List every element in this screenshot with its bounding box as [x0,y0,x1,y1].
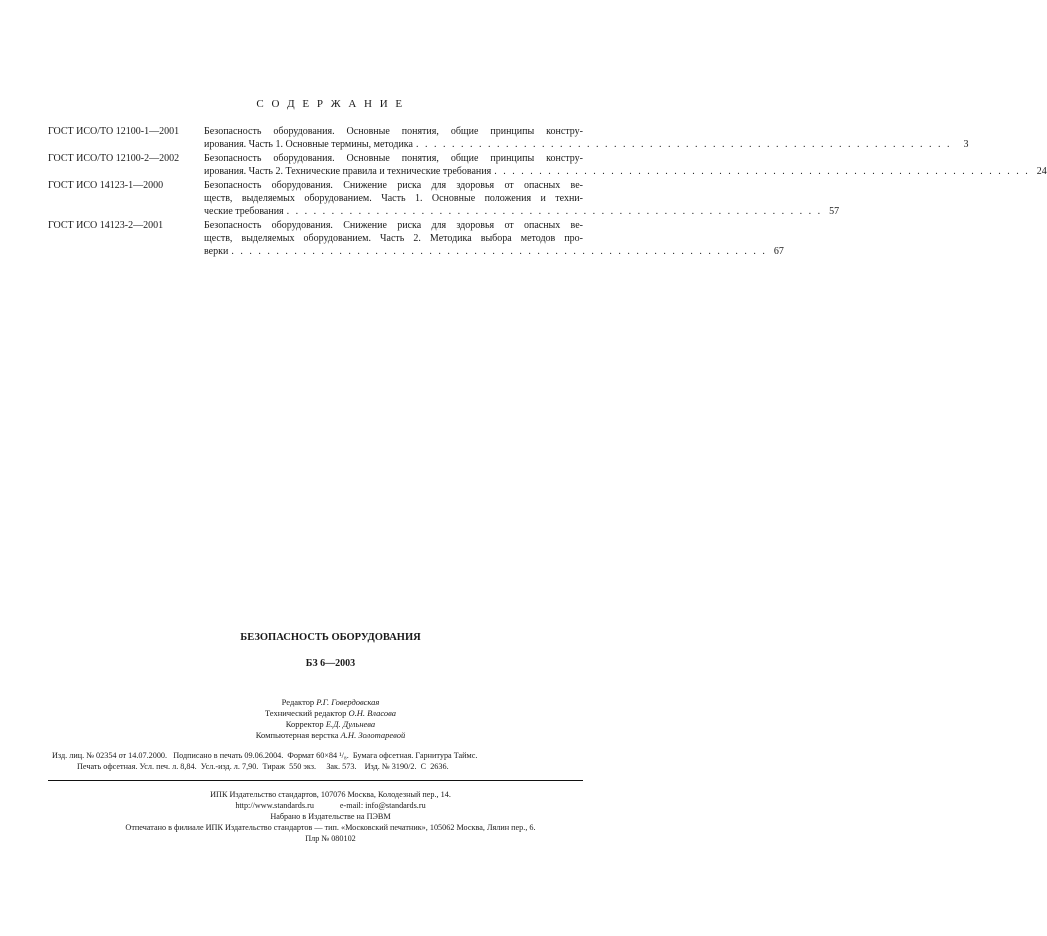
separator-line [48,780,583,781]
toc-entry-page: 67 [773,246,784,258]
credit-name: Е.Д. Дульнева [325,719,376,729]
credit-tech-editor [0,708,661,718]
toc-entry-description [204,125,969,151]
credit-editor [0,697,661,707]
credit-name: А.Н. Золотаревой [340,730,406,740]
toc-entry-line: Безопасность оборудования. Снижение риска для здоровья от опасных ве- [204,180,583,191]
publication-info-line-1: Изд. лиц. № 02354 от 14.07.2000. Подписано в печать 09.06.2004. Формат 60×84 ¹/₈. Бумага офсетная. Гарнитура Таймс. [52,751,478,760]
publication-info-line-2: Печать офсетная. Усл. печ. л. 8,84. Усл.-изд. л. 7,90. Тираж 550 экз. Зак. 573. Изд. № 3190/2. С 2636. [77,762,449,771]
contents-title: С О Д Е Р Ж А Н И Е [256,98,405,110]
toc-entry-line: Безопасность оборудования. Основные понятия, общие принципы констру- [204,126,583,137]
credit-label: Компьютерная верстка [255,730,339,740]
imprint-typeset: Набрано в Издательстве на ПЭВМ [270,812,391,821]
credit-corrector [0,719,661,729]
toc-entry-code: ГОСТ ИСО 14123-2—2001 [48,220,164,231]
credit-label: Технический редактор [264,708,347,718]
leader-dots: . . . . . . . . . . . . . . . . . . . . . . . . . . . . . . . . . . . . . . . . . . . . . . . . . . . . . . . . . . . . [231,246,767,258]
imprint-email: e-mail: info@standards.ru [339,801,426,810]
credit-label: Корректор [285,719,324,729]
toc-entry-page: 57 [829,206,840,218]
imprint-contacts [0,801,661,810]
imprint-printed: Отпечатано в филиале ИПК Издательство стандартов — тип. «Московский печатник», 105062 Москва, Лялин пер., 6. [125,823,536,832]
toc-entry-line-last: ческие требования [204,206,284,218]
credit-layout [0,730,661,740]
leader-dots: . . . . . . . . . . . . . . . . . . . . . . . . . . . . . . . . . . . . . . . . . . . . . . . . . . . . . . . . . . . . [494,166,1030,178]
leader-dots: . . . . . . . . . . . . . . . . . . . . . . . . . . . . . . . . . . . . . . . . . . . . . . . . . . . . . . . . . . . . [286,206,823,218]
toc-entry-line-last: верки [204,246,229,258]
toc-entry-line: Безопасность оборудования. Снижение риска для здоровья от опасных ве- [204,220,583,231]
imprint-website: http://www.standards.ru [235,801,314,810]
toc-entry-code: ГОСТ ИСО/ТО 12100-2—2002 [48,153,180,164]
toc-entry-line-last: ирования. Часть 1. Основные термины, методика [204,139,413,151]
toc-entry-code: ГОСТ ИСО 14123-1—2000 [48,180,164,191]
toc-entry-description [204,219,784,259]
toc-entry-description [204,179,840,219]
credit-name: О.Н. Власова [348,708,397,718]
collection-code: БЗ 6—2003 [305,658,356,669]
toc-entry-line-last: ирования. Часть 2. Технические правила и технические требования [204,166,492,178]
toc-entry-page: 3 [963,139,969,151]
credit-label: Редактор [281,697,315,707]
toc-entry-line: ществ, выделяемых оборудованием. Часть 2. Методика выбора методов про- [204,233,583,245]
leader-dots: . . . . . . . . . . . . . . . . . . . . . . . . . . . . . . . . . . . . . . . . . . . . . . . . . . . . . . . . . . . . [415,139,952,151]
credit-name: Р.Г. Говердовская [316,697,380,707]
toc-entry-page: 24 [1036,166,1047,178]
toc-entry-line: Безопасность оборудования. Основные понятия, общие принципы констру- [204,153,583,164]
toc-entry-code: ГОСТ ИСО/ТО 12100-1—2001 [48,126,180,137]
toc-entry-line: ществ, выделяемых оборудованием. Часть 1. Основные положения и техни- [204,193,583,205]
toc-entry-description [204,152,1047,178]
imprint-publisher: ИПК Издательство стандартов, 107076 Москва, Колодезный пер., 14. [210,790,451,799]
collection-title: БЕЗОПАСНОСТЬ ОБОРУДОВАНИЯ [240,632,421,643]
imprint-license: Плр № 080102 [305,834,356,843]
